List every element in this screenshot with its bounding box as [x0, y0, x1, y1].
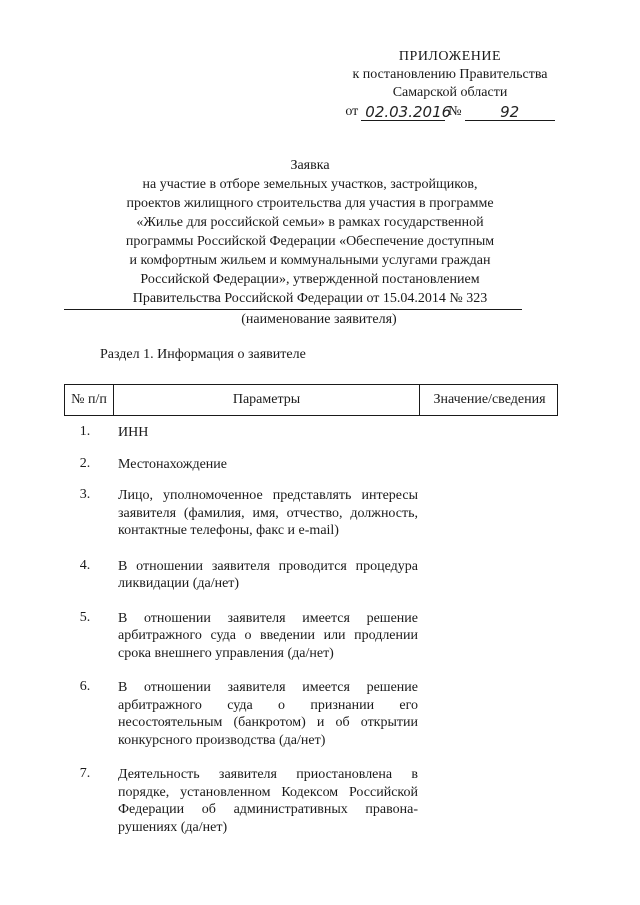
row-value	[418, 766, 558, 836]
row-value	[418, 487, 558, 540]
title-line: «Жилье для российской семьи» в рамках государственной	[136, 215, 484, 230]
row-text: В отношении заявителя имеется решение арбитражного суда о введении или продлении срока внешнего управления (да/нет)	[118, 610, 418, 661]
appendix-heading: ПРИЛОЖЕНИЕ	[398, 49, 502, 64]
appendix-line-2: Самарской области	[392, 85, 508, 100]
title-line: Заявка	[290, 158, 330, 173]
appendix-dateline	[330, 103, 570, 121]
header-number: № п/п	[71, 392, 107, 407]
row-number: 2.	[79, 455, 91, 471]
title-line: и комфортным жильем и коммунальными услугами граждан	[129, 253, 491, 268]
section-title: Раздел 1. Информация о заявителе	[100, 347, 306, 362]
title-line: проектов жилищного строительства для участия в программе	[126, 196, 494, 211]
table-row	[64, 487, 558, 540]
applicant-name-line	[64, 309, 522, 310]
row-value	[418, 679, 558, 749]
row-text: В отношении заявителя проводится процедура ликвидации (да/нет)	[118, 558, 418, 591]
title-line: Российской Федерации», утвержденной постановлением	[140, 272, 480, 287]
row-text: В отношении заявителя имеется решение арбитражного суда о признании его несостоятельным (банкротом) и об открытии конкурсного производства (да/нет)	[118, 680, 418, 748]
title-line: на участие в отборе земельных участков, застройщиков,	[142, 177, 478, 192]
handwritten-date: 02.03.2016	[361, 104, 445, 121]
row-number: 1.	[79, 424, 91, 439]
row-number: 7.	[79, 766, 91, 781]
row-number: 5.	[79, 609, 91, 625]
appendix-line-1: к постановлению Правительства	[352, 67, 548, 82]
row-value	[418, 424, 558, 442]
table-header	[64, 384, 558, 416]
row-value	[418, 558, 558, 593]
applicant-info-table	[64, 384, 558, 836]
row-number: 3.	[79, 487, 91, 502]
document-title	[70, 156, 550, 308]
row-text: Лицо, уполномоченное представлять интересы заявителя (фамилия, имя, отчество, должность, контактные телефоны, факс и e-mail)	[118, 488, 418, 538]
header-parameters: Параметры	[113, 385, 419, 415]
table-row	[64, 610, 558, 663]
from-label: от	[345, 104, 359, 119]
title-line: Правительства Российской Федерации от 15.04.2014 № 323	[132, 291, 488, 306]
row-number: 4.	[79, 557, 91, 573]
header-value: Значение/сведения	[419, 385, 559, 415]
table-row	[64, 558, 558, 593]
row-value	[418, 610, 558, 663]
row-value	[418, 456, 558, 474]
table-row	[64, 766, 558, 836]
title-line: программы Российской Федерации «Обеспечение доступным	[125, 234, 495, 249]
row-number: 6.	[79, 679, 91, 694]
handwritten-number: 92	[465, 104, 555, 121]
row-text: ИНН	[118, 425, 149, 440]
row-text: Местонахождение	[118, 456, 228, 472]
table-row	[64, 679, 558, 749]
appendix-block	[330, 48, 570, 121]
number-label: №	[448, 104, 462, 119]
table-row	[64, 424, 558, 442]
table-row	[64, 456, 558, 474]
row-text: Деятельность заявителя приостановлена в порядке, установленном Кодексом Российской Федерации об административных правона-рушениях (да/нет)	[118, 767, 418, 835]
applicant-caption: (наименование заявителя)	[241, 312, 397, 327]
